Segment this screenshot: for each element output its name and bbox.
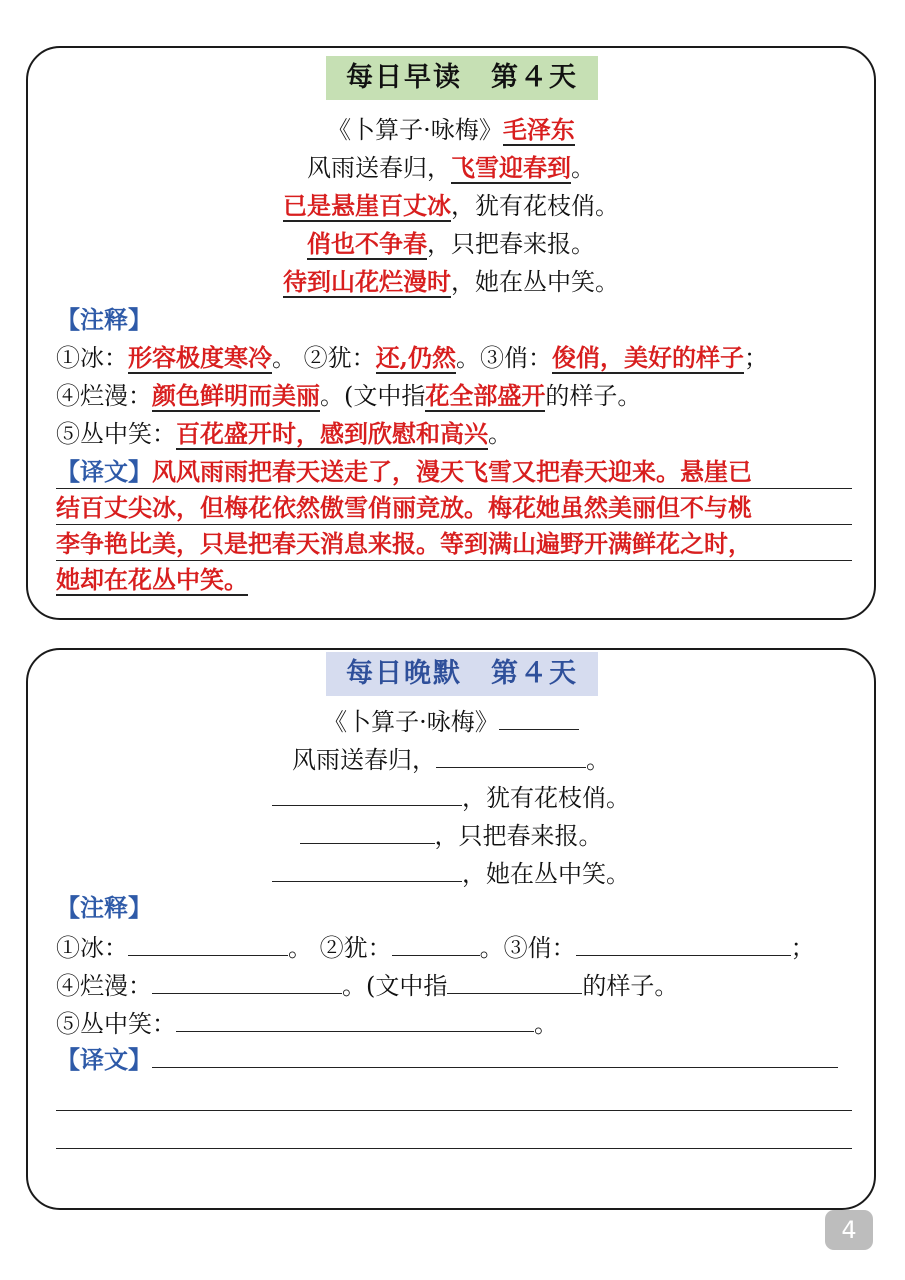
evening-title: 每日晚默 第４天	[326, 652, 598, 696]
note-line-3-end: 。	[534, 1010, 558, 1038]
note-4-label: ④烂漫：	[56, 382, 152, 410]
poem-line-1-blank[interactable]	[436, 745, 586, 768]
poem-line-1	[28, 744, 874, 776]
poem-line-4-answer: 待到山花烂漫时	[283, 267, 451, 296]
poem-line-3	[28, 228, 874, 260]
poem-line-1-c: 。	[586, 746, 610, 774]
note-line-3	[56, 1008, 558, 1040]
note-line-1-end: ；	[744, 344, 768, 372]
translation-line-4	[56, 564, 248, 596]
poem-line-2-b: ，犹有花枝俏。	[451, 192, 619, 220]
poem-line-1-c: 。	[571, 154, 595, 182]
poem-line-4	[28, 858, 874, 890]
note-3-label: 。③俏：	[479, 934, 576, 962]
morning-reading-card	[26, 46, 876, 620]
note-3-answer: 俊俏，美好的样子	[552, 343, 744, 372]
poem-title: 《卜算子·咏梅》	[323, 708, 499, 736]
poem-line-2-answer: 已是悬崖百丈冰	[283, 191, 451, 220]
translation-blank-1[interactable]	[152, 1045, 838, 1068]
morning-title: 每日早读 第４天	[326, 56, 598, 100]
translation-blank-3[interactable]	[56, 1148, 852, 1149]
translation-label: 【译文】	[56, 457, 152, 486]
note-3-label: 。③俏：	[456, 344, 552, 372]
poem-line-1-a: 风雨送春归，	[292, 746, 436, 774]
note-5-blank[interactable]	[176, 1009, 534, 1032]
note-line-3-end: 。	[488, 420, 512, 448]
note-4-answer: 颜色鲜明而美丽	[152, 381, 320, 410]
note-2-blank[interactable]	[392, 933, 480, 956]
poem-line-4	[28, 266, 874, 298]
translation-blank-2[interactable]	[56, 1110, 852, 1111]
notes-label: 【注释】	[56, 893, 152, 922]
poem-author: 毛泽东	[502, 115, 575, 144]
note-line-3	[56, 418, 512, 450]
poem-line-3	[28, 820, 874, 852]
note-line-2	[56, 970, 678, 1002]
note-4-context: 。(文中指	[342, 972, 448, 1000]
translation-text-4: 她却在花丛中笑。	[56, 565, 248, 594]
poem-line-3-b: ，只把春来报。	[427, 230, 595, 258]
note-line-2-end: 的样子。	[545, 382, 642, 410]
translation-line-1	[56, 1044, 838, 1076]
poem-line-2-blank[interactable]	[272, 783, 462, 806]
poem-line-2	[28, 782, 874, 814]
poem-line-3-blank[interactable]	[300, 821, 435, 844]
note-3-blank[interactable]	[576, 933, 791, 956]
page-number-badge: 4	[825, 1210, 873, 1250]
poem-line-1-answer: 飞雪迎春到	[451, 153, 571, 182]
note-5-label: ⑤丛中笑：	[56, 1010, 176, 1038]
note-5-answer: 百花盛开时，感到欣慰和高兴	[176, 419, 488, 448]
translation-text-1: 风风雨雨把春天送走了，漫天飞雪又把春天迎来。悬崖已	[152, 457, 752, 486]
poem-title-line	[28, 114, 874, 146]
translation-line-2	[56, 492, 852, 525]
poem-line-3-answer: 俏也不争春	[307, 229, 427, 258]
translation-text-2: 结百丈尖冰，但梅花依然傲雪俏丽竞放。梅花她虽然美丽但不与桃	[56, 493, 752, 522]
note-line-1	[56, 342, 768, 374]
poem-line-1	[28, 152, 874, 184]
note-line-2	[56, 380, 641, 412]
notes-label: 【注释】	[56, 305, 152, 334]
note-4-context-blank[interactable]	[447, 971, 582, 994]
note-2-label: 。 ②犹：	[288, 934, 392, 962]
note-4-context: 。(文中指	[320, 382, 426, 410]
translation-line-3	[56, 528, 852, 561]
note-line-1-end: ；	[790, 934, 815, 962]
translation-text-3: 李争艳比美，只是把春天消息来报。等到满山遍野开满鲜花之时，	[56, 529, 752, 558]
note-4-label: ④烂漫：	[56, 972, 152, 1000]
poem-line-2	[28, 190, 874, 222]
note-4-blank[interactable]	[152, 971, 342, 994]
translation-label: 【译文】	[56, 1045, 152, 1074]
poem-line-4-b: ，她在丛中笑。	[451, 268, 619, 296]
note-2-label: 。 ②犹：	[272, 344, 376, 372]
note-5-label: ⑤丛中笑：	[56, 420, 176, 448]
poem-line-3-b: ，只把春来报。	[434, 822, 603, 850]
evening-dictation-card	[26, 648, 876, 1210]
note-2-answer: 还,仍然	[375, 343, 456, 372]
note-1-label: ①冰：	[56, 934, 128, 962]
poem-title-line	[28, 706, 874, 738]
note-1-blank[interactable]	[128, 933, 288, 956]
poem-line-2-b: ，犹有花枝俏。	[462, 784, 630, 812]
note-line-2-end: 的样子。	[582, 972, 679, 1000]
note-1-label: ①冰：	[56, 344, 128, 372]
translation-line-1	[56, 456, 852, 489]
note-1-answer: 形容极度寒冷	[128, 343, 272, 372]
poem-title: 《卜算子·咏梅》	[327, 116, 503, 144]
note-4-context-answer: 花全部盛开	[425, 381, 546, 410]
author-blank[interactable]	[499, 707, 579, 730]
poem-line-4-b: ，她在丛中笑。	[462, 860, 630, 888]
poem-line-4-blank[interactable]	[272, 859, 462, 882]
poem-line-1-a: 风雨送春归，	[307, 154, 451, 182]
note-line-1	[56, 932, 815, 964]
